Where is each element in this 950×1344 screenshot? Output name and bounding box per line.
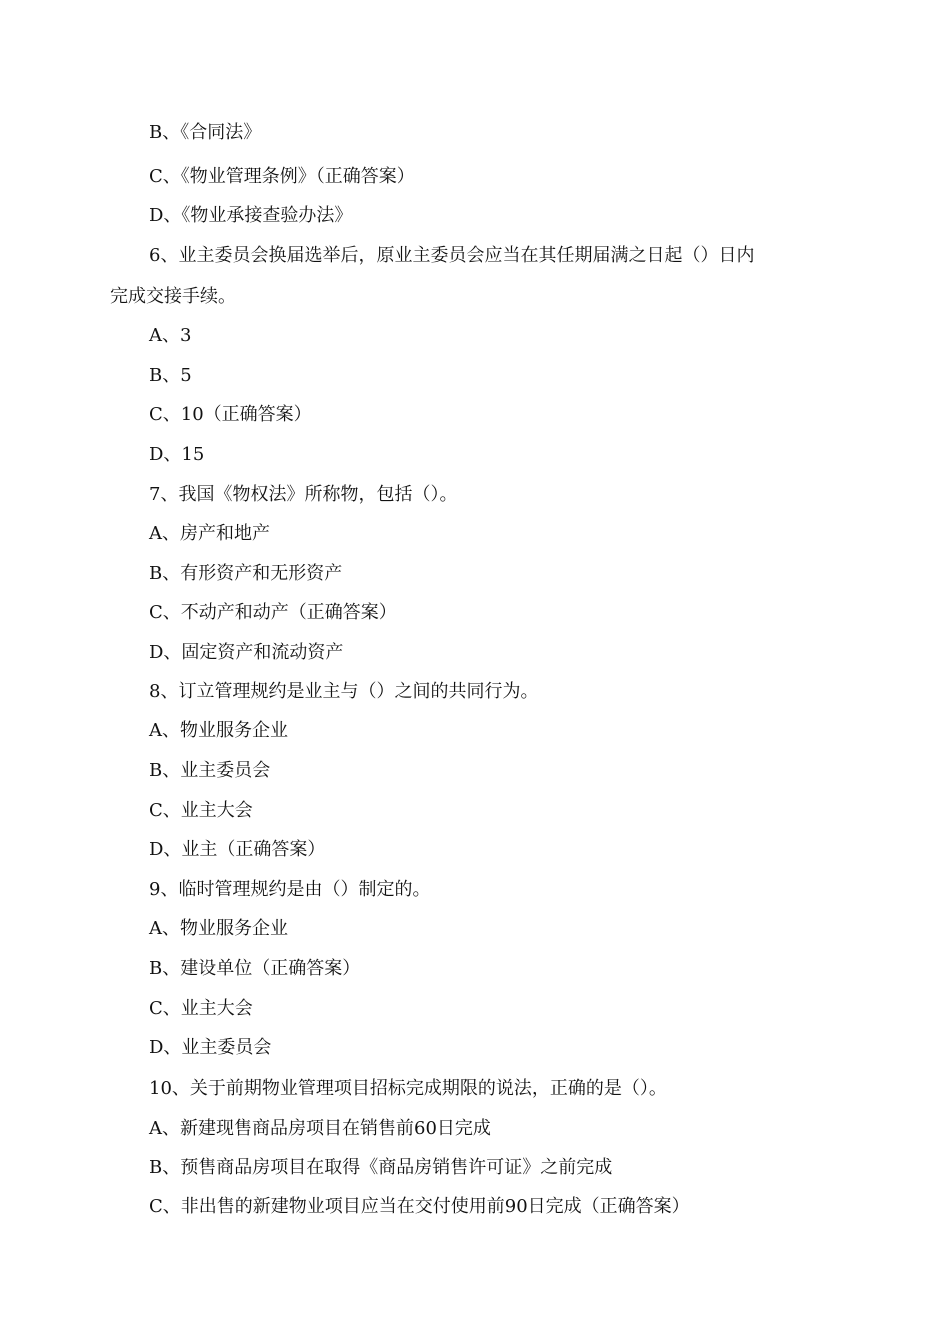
option-a-q6: A、3 (149, 325, 192, 346)
option-d-q7: D、固定资产和流动资产 (149, 642, 344, 663)
option-b-q8: B、业主委员会 (149, 760, 271, 781)
question-7: 7、我国《物权法》所称物，包括（）。 (149, 484, 458, 505)
option-a-q9: A、物业服务企业 (149, 918, 288, 939)
question-10: 10、关于前期物业管理项目招标完成期限的说法，正确的是（）。 (149, 1078, 667, 1099)
option-c-q9: C、业主大会 (149, 998, 253, 1019)
option-c-q7: C、不动产和动产（正确答案） (149, 602, 397, 623)
option-b-q10: B、预售商品房项目在取得《商品房销售许可证》之前完成 (149, 1157, 613, 1178)
option-d-q9: D、业主委员会 (149, 1037, 272, 1058)
option-c-q6: C、10（正确答案） (149, 404, 312, 425)
option-a-q10: A、新建现售商品房项目在销售前60日完成 (149, 1118, 491, 1139)
option-d-q5: D、《物业承接查验办法》 (149, 205, 353, 226)
question-9: 9、临时管理规约是由（）制定的。 (149, 879, 431, 900)
question-6: 6、业主委员会换届选举后，原业主委员会应当在其任期届满之日起（）日内 (149, 245, 755, 266)
option-d-q6: D、15 (149, 444, 205, 465)
question-8: 8、订立管理规约是业主与（）之间的共同行为。 (149, 681, 539, 702)
option-a-q7: A、房产和地产 (149, 523, 270, 544)
option-b-q5: B、《合同法》 (149, 122, 262, 143)
option-c-q8: C、业主大会 (149, 800, 253, 821)
option-c-q10: C、非出售的新建物业项目应当在交付使用前90日完成（正确答案） (149, 1196, 690, 1217)
option-b-q9: B、建设单位（正确答案） (149, 958, 361, 979)
question-6-continued: 完成交接手续。 (110, 286, 236, 307)
option-b-q6: B、5 (149, 365, 192, 386)
option-a-q8: A、物业服务企业 (149, 720, 288, 741)
option-c-q5: C、《物业管理条例》（正确答案） (149, 166, 415, 187)
option-b-q7: B、有形资产和无形资产 (149, 563, 343, 584)
option-d-q8: D、业主（正确答案） (149, 839, 326, 860)
